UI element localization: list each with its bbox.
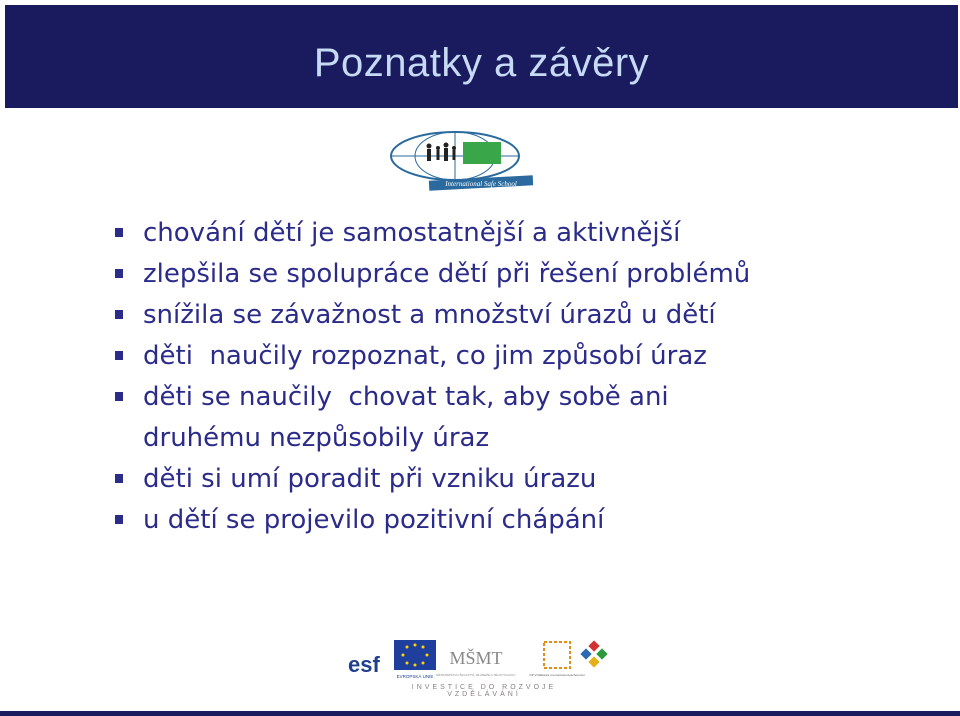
svg-text:esf: esf <box>348 652 380 677</box>
svg-text:MŠMT: MŠMT <box>449 648 503 668</box>
footer-tagline: INVESTICE DO ROZVOJE VZDĚLÁVÁNÍ <box>411 684 557 698</box>
eu-flag-icon <box>394 640 436 679</box>
bullet-square-icon <box>115 392 123 401</box>
title-bar <box>5 5 958 108</box>
region-logo-icon <box>580 640 607 667</box>
bullet-item: zlepšila se spolupráce dětí při řešení problémů <box>110 254 930 295</box>
bullet-square-icon <box>115 515 123 524</box>
bullet-square-icon <box>115 228 123 237</box>
bullet-item: u dětí se projevilo pozitivní chápání <box>110 500 930 541</box>
bullet-square-icon <box>115 310 123 319</box>
bullet-item: děti si umí poradit při vzniku úrazu <box>110 459 930 500</box>
op-logo <box>529 642 584 677</box>
bullet-item: děti naučily rozpoznat, co jim způsobí úraz <box>110 336 930 377</box>
safe-school-logo <box>383 128 543 198</box>
bullet-square-icon <box>115 351 123 360</box>
svg-text:OP Vzdělávání pro konkurencesc: OP Vzdělávání pro konkurenceschopnost <box>529 673 585 677</box>
bullet-item: chování dětí je samostatnější a aktivnější <box>110 213 930 254</box>
msmt-logo <box>436 647 516 677</box>
bullet-item: snížila se závažnost a množství úrazů u dětí <box>110 295 930 336</box>
bullet-square-icon <box>115 474 123 483</box>
svg-text:MINISTERSTVO ŠKOLSTVÍ, MLÁDEŽE: MINISTERSTVO ŠKOLSTVÍ, MLÁDEŽE A TĚLOVÝCHOVY <box>436 673 516 677</box>
slide-title: Poznatky a závěry <box>313 41 650 85</box>
bottom-rule <box>0 711 960 716</box>
bullet-square-icon <box>115 269 123 278</box>
logo-caption: International Safe School <box>445 180 517 188</box>
bullet-list <box>110 213 930 541</box>
bullet-item: děti se naučily chovat tak, aby sobě ani druhému nezpůsobily úraz <box>110 377 930 459</box>
esf-logo <box>344 640 390 678</box>
svg-text:EVROPSKÁ UNIE: EVROPSKÁ UNIE <box>396 674 434 679</box>
